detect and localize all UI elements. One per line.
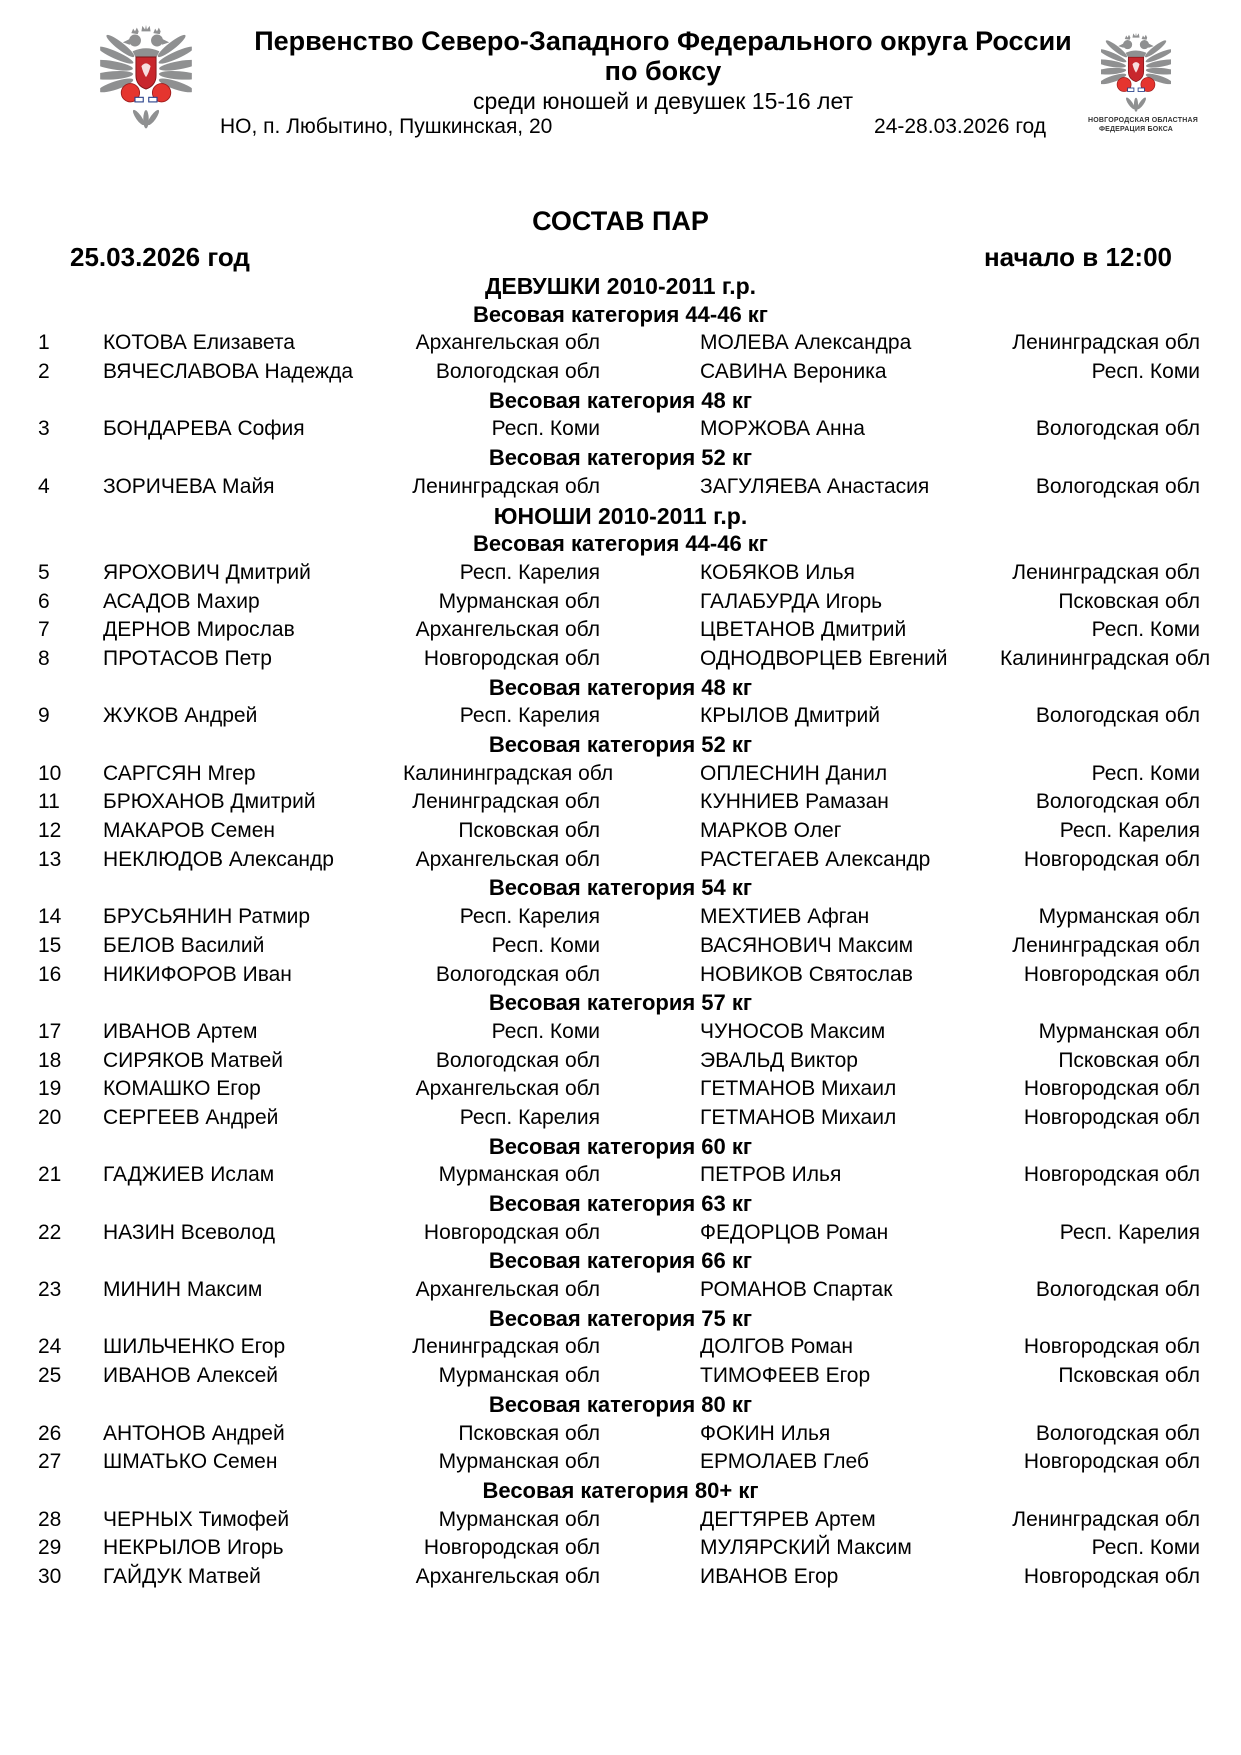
blue-corner-region: Псковская обл [1058, 1364, 1200, 1388]
red-corner-region: Архангельская обл [415, 331, 600, 355]
red-corner-name: АСАДОВ Махир [103, 589, 260, 613]
pair-number: 12 [38, 819, 62, 843]
blue-corner-name: ВАСЯНОВИЧ Максим [700, 933, 914, 957]
double-headed-eagle-boxing-icon [98, 24, 194, 134]
page-title: СОСТАВ ПАР [532, 206, 709, 236]
table-row [0, 473, 1241, 502]
pair-number: 29 [38, 1536, 62, 1560]
red-corner-region: Респ. Карелия [459, 560, 600, 584]
pair-number: 21 [38, 1163, 62, 1187]
red-corner-region: Ленинградская обл [412, 1335, 600, 1359]
pair-number: 2 [38, 360, 50, 384]
red-corner-name: ВЯЧЕСЛАВОВА Надежда [103, 360, 354, 384]
pair-number: 10 [38, 761, 62, 785]
blue-corner-region: Псковская обл [1058, 589, 1200, 613]
pair-number: 30 [38, 1564, 62, 1588]
red-corner-name: СЕРГЕЕВ Андрей [103, 1105, 279, 1129]
red-corner-name: БЕЛОВ Василий [103, 933, 265, 957]
blue-corner-name: КУННИЕВ Рамазан [700, 790, 889, 814]
red-corner-name: ЯРОХОВИЧ Дмитрий [103, 560, 311, 584]
blue-corner-name: МОЛЕВА Александра [700, 331, 912, 355]
column-gap [600, 788, 700, 817]
table-row [0, 1506, 1241, 1535]
blue-corner-region: Вологодская обл [1035, 1421, 1200, 1445]
column-gap [600, 1276, 700, 1305]
blue-corner-name: ОПЛЕСНИН Данил [700, 761, 888, 785]
column-gap [600, 1420, 700, 1449]
blue-corner-name: ФОКИН Илья [700, 1421, 831, 1445]
table-row [0, 1047, 1241, 1076]
column-gap [600, 1563, 700, 1592]
column-gap [600, 1506, 700, 1535]
table-row [0, 1161, 1241, 1190]
table-row [0, 588, 1241, 617]
blue-corner-name: ДОЛГОВ Роман [700, 1335, 853, 1359]
table-row [0, 932, 1241, 961]
blue-corner-name: МЕХТИЕВ Афган [700, 905, 870, 929]
weight-category-header: Весовая категория 80+ кг [482, 1477, 759, 1503]
pair-number: 5 [38, 560, 50, 584]
weight-category-header: Весовая категория 44-46 кг [473, 531, 768, 557]
red-corner-name: ГАЙДУК Матвей [103, 1564, 261, 1588]
weight-category-header: Весовая категория 66 кг [488, 1248, 753, 1274]
column-gap [600, 329, 700, 358]
blue-corner-name: ГЕТМАНОВ Михаил [700, 1077, 897, 1101]
event-title-line2: по боксу [604, 56, 722, 86]
pair-number: 18 [38, 1048, 62, 1072]
blue-corner-name: ЕРМОЛАЕВ Глеб [700, 1450, 869, 1474]
table-row [0, 817, 1241, 846]
column-gap [600, 473, 700, 502]
blue-corner-region: Вологодская обл [1035, 704, 1200, 728]
pair-number: 8 [38, 646, 50, 670]
column-gap [600, 358, 700, 387]
table-row [0, 1075, 1241, 1104]
blue-corner-name: РОМАНОВ Спартак [700, 1278, 893, 1302]
column-gap [600, 588, 700, 617]
blue-corner-region: Респ. Карелия [1059, 1220, 1200, 1244]
red-corner-region: Респ. Карелия [459, 905, 600, 929]
red-corner-region: Респ. Коми [491, 933, 600, 957]
blue-corner-region: Респ. Карелия [1059, 819, 1200, 843]
red-corner-region: Мурманская обл [438, 1364, 600, 1388]
column-gap [600, 932, 700, 961]
table-row [0, 1104, 1241, 1133]
blue-corner-name: МАРКОВ Олег [700, 819, 842, 843]
blue-corner-name: МОРЖОВА Анна [700, 417, 865, 441]
red-corner-region: Псковская обл [458, 1421, 600, 1445]
event-title-line1: Первенство Северо-Западного Федерального округа России [254, 26, 1072, 56]
red-corner-name: ДЕРНОВ Мирослав [103, 618, 295, 642]
pair-number: 16 [38, 962, 62, 986]
red-corner-region: Калининградская обл [403, 761, 614, 785]
red-corner-region: Новгородская обл [423, 1220, 600, 1244]
red-corner-region: Архангельская обл [415, 618, 600, 642]
red-corner-region: Мурманская обл [438, 1163, 600, 1187]
red-corner-name: БРЮХАНОВ Дмитрий [103, 790, 316, 814]
red-corner-region: Архангельская обл [415, 1564, 600, 1588]
weight-category-header: Весовая категория 54 кг [488, 875, 753, 901]
blue-corner-region: Ленинградская обл [1012, 1507, 1200, 1531]
blue-corner-region: Вологодская обл [1035, 790, 1200, 814]
red-corner-name: ЗОРИЧЕВА Майя [103, 474, 275, 498]
event-subtitle: среди юношей и девушек 15-16 лет [472, 88, 854, 114]
column-gap [600, 1362, 700, 1391]
blue-corner-region: Новгородская обл [1023, 1450, 1200, 1474]
table-row [0, 358, 1241, 387]
red-corner-name: КОМАШКО Егор [103, 1077, 261, 1101]
blue-corner-region: Ленинградская обл [1012, 331, 1200, 355]
blue-corner-name: НОВИКОВ Святослав [700, 962, 913, 986]
column-gap [600, 1219, 700, 1248]
table-row [0, 1563, 1241, 1592]
column-gap [600, 1047, 700, 1076]
pair-number: 25 [38, 1364, 62, 1388]
red-corner-name: ЧЕРНЫХ Тимофей [103, 1507, 290, 1531]
column-gap [600, 1018, 700, 1047]
column-gap [600, 702, 700, 731]
red-corner-name: НИКИФОРОВ Иван [103, 962, 292, 986]
blue-corner-region: Новгородская обл [1023, 1077, 1200, 1101]
pair-number: 17 [38, 1019, 62, 1043]
red-corner-name: НАЗИН Всеволод [103, 1220, 275, 1244]
column-gap [600, 616, 700, 645]
table-row [0, 1333, 1241, 1362]
table-row [0, 846, 1241, 875]
blue-corner-region: Новгородская обл [1023, 847, 1200, 871]
table-row [0, 788, 1241, 817]
red-corner-name: ПРОТАСОВ Петр [103, 646, 272, 670]
red-corner-region: Архангельская обл [415, 1278, 600, 1302]
session-start-time: начало в 12:00 [983, 242, 1172, 272]
table-row [0, 1219, 1241, 1248]
pair-number: 13 [38, 847, 62, 871]
blue-corner-region: Новгородская обл [1023, 1335, 1200, 1359]
blue-corner-region: Вологодская обл [1035, 1278, 1200, 1302]
pair-number: 11 [38, 790, 60, 814]
boxing-federation-emblem-left [98, 24, 194, 134]
blue-corner-name: ЗАГУЛЯЕВА Анастасия [700, 474, 930, 498]
red-corner-name: БОНДАРЕВА София [103, 417, 305, 441]
red-corner-name: КОТОВА Елизавета [103, 331, 295, 355]
pair-number: 26 [38, 1421, 62, 1445]
red-corner-region: Мурманская обл [438, 1507, 600, 1531]
column-gap [600, 1161, 700, 1190]
column-gap [600, 961, 700, 990]
blue-corner-name: МУЛЯРСКИЙ Максим [700, 1536, 912, 1560]
blue-corner-region: Калининградская обл [1000, 646, 1211, 670]
blue-corner-name: ЦВЕТАНОВ Дмитрий [700, 618, 907, 642]
pair-number: 22 [38, 1220, 62, 1244]
red-corner-name: ШИЛЬЧЕНКО Егор [103, 1335, 286, 1359]
weight-category-header: Весовая категория 52 кг [488, 732, 753, 757]
blue-corner-name: ДЕГТЯРЕВ Артем [700, 1507, 876, 1531]
red-corner-name: ИВАНОВ Алексей [103, 1364, 279, 1388]
red-corner-name: ГАДЖИЕВ Ислам [103, 1163, 275, 1187]
pair-number: 3 [38, 417, 50, 441]
blue-corner-name: ТИМОФЕЕВ Егор [700, 1364, 871, 1388]
red-corner-region: Вологодская обл [435, 360, 600, 384]
right-logo-caption-line2: ФЕДЕРАЦИЯ БОКСА [1098, 126, 1174, 133]
red-corner-region: Псковская обл [458, 819, 600, 843]
blue-corner-region: Новгородская обл [1023, 962, 1200, 986]
blue-corner-name: ГЕТМАНОВ Михаил [700, 1105, 897, 1129]
red-corner-name: ШМАТЬКО Семен [103, 1450, 278, 1474]
column-gap [600, 645, 700, 674]
red-corner-region: Новгородская обл [423, 646, 600, 670]
event-dates: 24-28.03.2026 год [874, 115, 1046, 138]
column-gap [600, 1333, 700, 1362]
weight-category-header: Весовая категория 52 кг [488, 445, 753, 471]
blue-corner-region: Вологодская обл [1035, 417, 1200, 441]
blue-corner-region: Ленинградская обл [1012, 560, 1200, 584]
table-row [0, 645, 1241, 674]
blue-corner-name: САВИНА Вероника [700, 360, 887, 384]
table-row [0, 1534, 1241, 1563]
table-row [0, 329, 1241, 358]
weight-category-header: Весовая категория 63 кг [488, 1191, 753, 1216]
blue-corner-name: ЭВАЛЬД Виктор [700, 1048, 858, 1072]
blue-corner-name: ГАЛАБУРДА Игорь [700, 589, 883, 613]
table-row [0, 1420, 1241, 1449]
weight-category-header: Весовая категория 48 кг [488, 674, 753, 700]
red-corner-region: Мурманская обл [438, 589, 600, 613]
table-row [0, 702, 1241, 731]
table-row [0, 961, 1241, 990]
red-corner-name: МИНИН Максим [103, 1278, 263, 1302]
table-row [0, 616, 1241, 645]
table-row [0, 415, 1241, 444]
blue-corner-region: Новгородская обл [1023, 1105, 1200, 1129]
pair-number: 14 [38, 905, 62, 929]
red-corner-region: Ленинградская обл [412, 474, 600, 498]
blue-corner-region: Мурманская обл [1038, 905, 1200, 929]
pair-number: 9 [38, 704, 50, 728]
blue-corner-region: Мурманская обл [1038, 1019, 1200, 1043]
red-corner-name: НЕКЛЮДОВ Александр [103, 847, 334, 871]
red-corner-name: АНТОНОВ Андрей [103, 1421, 285, 1445]
pair-number: 23 [38, 1278, 62, 1302]
pair-number: 6 [38, 589, 50, 613]
table-row [0, 1448, 1241, 1477]
header-text-block [185, 26, 1141, 116]
column-gap [600, 760, 700, 789]
column-gap [600, 415, 700, 444]
right-logo-caption-line1: НОВГОРОДСКАЯ ОБЛАСТНАЯ [1088, 117, 1198, 124]
weight-category-header: Весовая категория 44-46 кг [473, 301, 768, 327]
red-corner-name: МАКАРОВ Семен [103, 819, 276, 843]
red-corner-name: ИВАНОВ Артем [103, 1019, 258, 1043]
column-gap [600, 1075, 700, 1104]
red-corner-region: Респ. Карелия [459, 1105, 600, 1129]
blue-corner-region: Респ. Коми [1091, 1536, 1200, 1560]
blue-corner-region: Псковская обл [1058, 1048, 1200, 1072]
table-row [0, 559, 1241, 588]
red-corner-region: Ленинградская обл [412, 790, 600, 814]
red-corner-name: НЕКРЫЛОВ Игорь [103, 1536, 284, 1560]
weight-category-header: Весовая категория 60 кг [488, 1133, 753, 1159]
blue-corner-name: КОБЯКОВ Илья [700, 560, 855, 584]
pair-number: 4 [38, 474, 50, 498]
weight-category-header: Весовая категория 57 кг [488, 990, 753, 1016]
table-row [0, 1018, 1241, 1047]
blue-corner-name: ОДНОДВОРЦЕВ Евгений [700, 646, 948, 670]
column-gap [600, 817, 700, 846]
pairs-table [0, 272, 1241, 1592]
blue-corner-name: ФЕДОРЦОВ Роман [700, 1220, 889, 1244]
red-corner-region: Архангельская обл [415, 1077, 600, 1101]
group-header-1: ЮНОШИ 2010-2011 г.р. [493, 502, 748, 529]
column-gap [600, 559, 700, 588]
weight-category-header: Весовая категория 75 кг [488, 1305, 753, 1331]
red-corner-region: Вологодская обл [435, 962, 600, 986]
pair-number: 19 [38, 1077, 62, 1101]
pair-number: 7 [38, 618, 50, 642]
blue-corner-region: Респ. Коми [1091, 360, 1200, 384]
blue-corner-region: Новгородская обл [1023, 1163, 1200, 1187]
column-gap [600, 1104, 700, 1133]
blue-corner-region: Вологодская обл [1035, 474, 1200, 498]
pair-number: 15 [38, 933, 62, 957]
table-row [0, 1276, 1241, 1305]
column-gap [600, 1534, 700, 1563]
red-corner-name: СИРЯКОВ Матвей [103, 1048, 284, 1072]
column-gap [600, 903, 700, 932]
table-row [0, 903, 1241, 932]
blue-corner-region: Новгородская обл [1023, 1564, 1200, 1588]
blue-corner-region: Респ. Коми [1091, 618, 1200, 642]
event-venue: НО, п. Любытино, Пушкинская, 20 [220, 115, 553, 138]
weight-category-header: Весовая категория 48 кг [488, 387, 753, 413]
table-row [0, 760, 1241, 789]
red-corner-region: Новгородская обл [423, 1536, 600, 1560]
red-corner-region: Мурманская обл [438, 1450, 600, 1474]
pair-number: 20 [38, 1105, 62, 1129]
red-corner-name: САРГСЯН Мгер [103, 761, 256, 785]
session-date: 25.03.2026 год [70, 242, 250, 272]
blue-corner-name: РАСТЕГАЕВ Александр [700, 847, 931, 871]
table-row [0, 1362, 1241, 1391]
blue-corner-region: Респ. Коми [1091, 761, 1200, 785]
pair-number: 1 [38, 331, 50, 355]
pair-number: 24 [38, 1335, 62, 1359]
red-corner-region: Вологодская обл [435, 1048, 600, 1072]
red-corner-region: Архангельская обл [415, 847, 600, 871]
weight-category-header: Весовая категория 80 кг [488, 1391, 753, 1417]
pair-number: 28 [38, 1507, 62, 1531]
red-corner-region: Респ. Коми [491, 1019, 600, 1043]
pair-number: 27 [38, 1450, 62, 1474]
blue-corner-name: ПЕТРОВ Илья [700, 1163, 842, 1187]
group-header-0: ДЕВУШКИ 2010-2011 г.р. [484, 273, 757, 299]
column-gap [600, 846, 700, 875]
blue-corner-region: Ленинградская обл [1012, 933, 1200, 957]
column-gap [600, 1448, 700, 1477]
blue-corner-name: ЧУНОСОВ Максим [700, 1019, 886, 1043]
red-corner-region: Респ. Коми [491, 417, 600, 441]
red-corner-region: Респ. Карелия [459, 704, 600, 728]
blue-corner-name: ИВАНОВ Егор [700, 1564, 839, 1588]
red-corner-name: ЖУКОВ Андрей [103, 704, 258, 728]
blue-corner-name: КРЫЛОВ Дмитрий [700, 704, 880, 728]
red-corner-name: БРУСЬЯНИН Ратмир [103, 905, 311, 929]
